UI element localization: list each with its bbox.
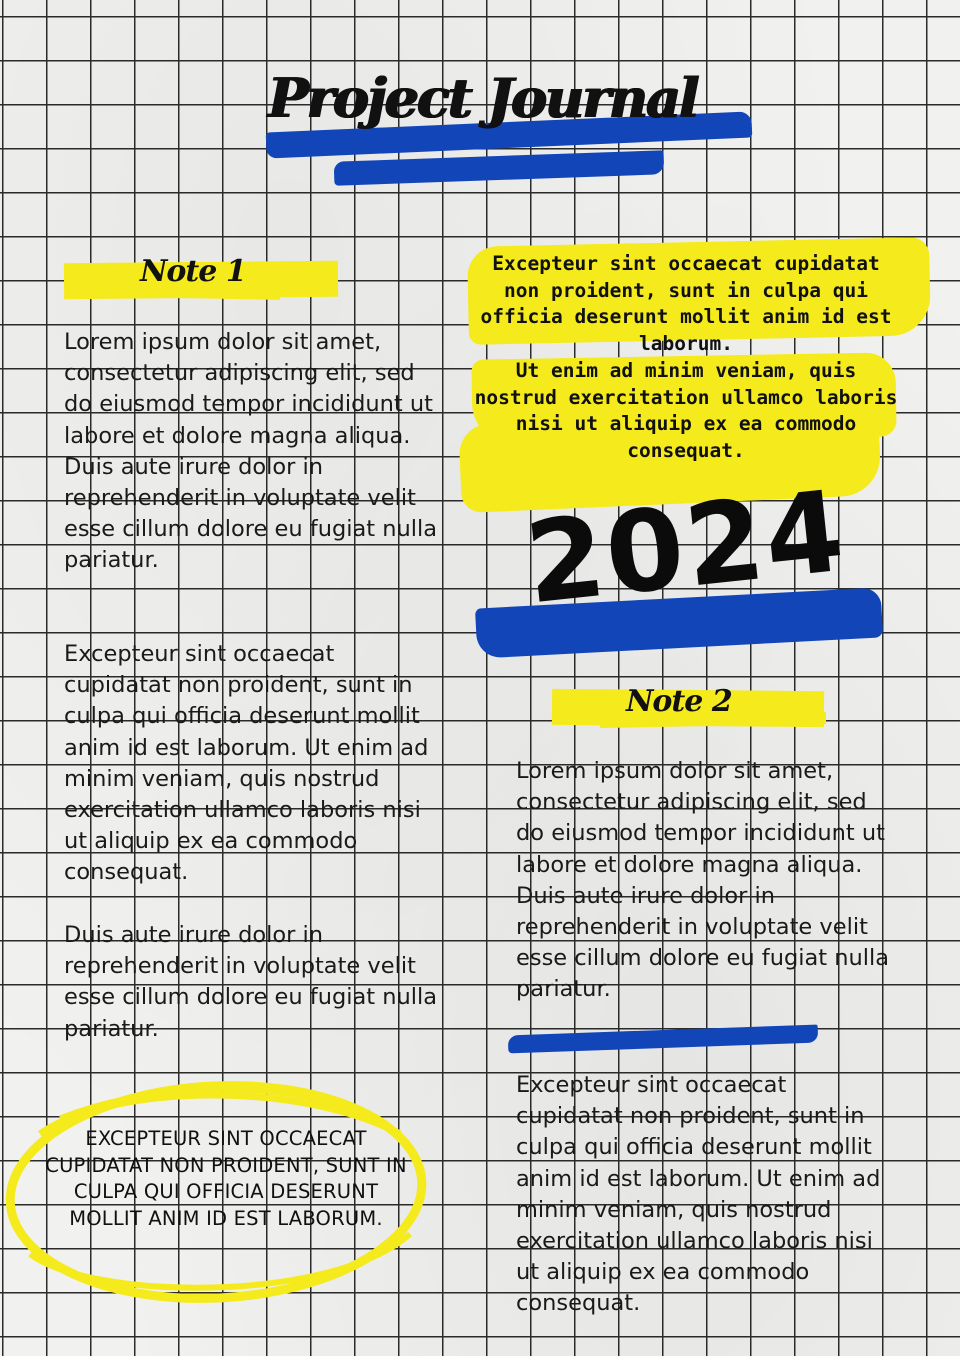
page-title: Project Journal [268,66,698,130]
title-underline-stroke-secondary [334,150,665,186]
highlight-paragraph: Excepteur sint occaecat cupidatat non proident, sunt in culpa qui officia deserunt mollit anim id est laborum. [480,252,892,355]
note2-paragraph: Excepteur sint occaecat cupidatat non proident, sunt in culpa qui officia deserunt mollit anim id est laborum. Ut enim ad minim veniam, quis nostrud exercitation ullamco laboris nisi ut aliquip ex ea commodo consequat. [516,1072,881,1317]
note1-paragraph: Lorem ipsum dolor sit amet, consectetur adipiscing elit, sed do eiusmod tempor incididunt ut labore et dolore magna aliqua. Duis aute irure dolor in reprehenderit in voluptate velit esse cillum dolore eu fugiat nulla pariatur. [64,329,438,574]
highlight-paragraph: Ut enim ad minim veniam, quis nostrud exercitation ullamco laboris nisi ut aliquip ex ea commodo consequat. [474,359,898,462]
note1-paragraph: Excepteur sint occaecat cupidatat non proident, sunt in culpa qui officia deserunt mollit anim id est laborum. Ut enim ad minim veniam, quis nostrud exercitation ullamco laboris nisi ut aliquip ex ea commodo consequat. [64,641,429,886]
note1-heading: Note 1 [140,254,246,289]
note1-paragraph: Duis aute irure dolor in reprehenderit in voluptate velit esse cillum dolore eu fugiat nulla pariatur. [64,922,438,1042]
note2-heading: Note 2 [626,684,732,719]
circled-note: EXCEPTEUR SINT OCCAECAT CUPIDATAT NON PROIDENT, SUNT IN CULPA QUI OFFICIA DESERUNT MOLLIT ANIM ID EST LABORUM. [45,1127,407,1230]
note2-paragraph: Lorem ipsum dolor sit amet, consectetur adipiscing elit, sed do eiusmod tempor incididunt ut labore et dolore magna aliqua. Duis aute irure dolor in reprehenderit in voluptate velit esse cillum dolore eu fugiat nulla pariatur. [516,758,890,1003]
divider-stroke [508,1025,818,1054]
year-heading: 2024 [520,466,852,630]
